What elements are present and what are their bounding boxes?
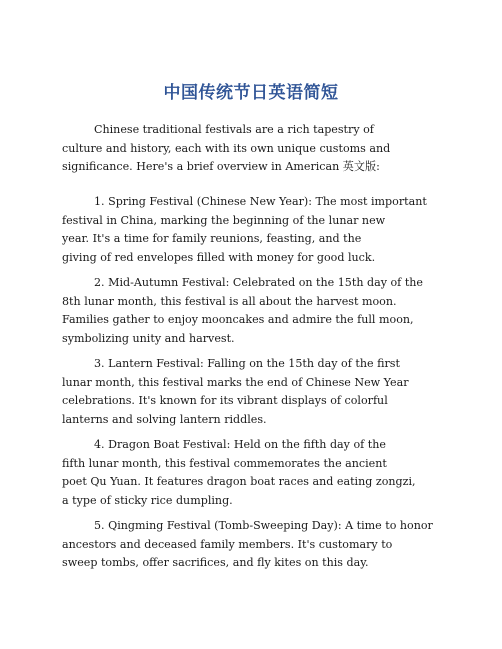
festival-item-5: [62, 517, 452, 573]
document-title: 中国传统节日英语简短: [163, 83, 339, 103]
paragraph-line: lanterns and solving lantern riddles.: [62, 412, 267, 426]
paragraph-line: festival in China, marking the beginning of the lunar new: [62, 213, 386, 227]
festival-item-1: [62, 193, 452, 267]
paragraph-line: poet Qu Yuan. It features dragon boat races and eating zongzi,: [62, 475, 416, 489]
paragraph-line: fifth lunar month, this festival commemorates the ancient: [62, 456, 387, 470]
paragraph-line: ancestors and deceased family members. It's customary to: [62, 537, 393, 551]
paragraph-line: 1. Spring Festival (Chinese New Year): The most important: [94, 195, 427, 208]
paragraph-line: 4. Dragon Boat Festival: Held on the fifth day of the: [94, 438, 386, 451]
paragraph-line: year. It's a time for family reunions, feasting, and the: [62, 232, 362, 246]
paragraph-line: Chinese traditional festivals are a rich tapestry of: [94, 123, 374, 136]
paragraph-line: a type of sticky rice dumpling.: [62, 493, 233, 507]
paragraph-line: giving of red envelopes filled with money for good luck.: [62, 250, 376, 264]
paragraph-line: celebrations. It's known for its vibrant displays of colorful: [62, 394, 388, 408]
paragraph-line: 8th lunar month, this festival is all about the harvest moon.: [62, 294, 397, 308]
intro-paragraph: [62, 121, 452, 177]
festival-item-2: [62, 274, 452, 348]
festival-item-4: [62, 436, 452, 510]
paragraph-line: 5. Qingming Festival (Tomb-Sweeping Day): A time to honor: [94, 519, 433, 532]
paragraph-line: Families gather to enjoy mooncakes and admire the full moon,: [62, 313, 414, 327]
paragraph-line: 3. Lantern Festival: Falling on the 15th day of the first: [94, 357, 400, 370]
paragraph-line: 2. Mid-Autumn Festival: Celebrated on the 15th day of the: [94, 276, 423, 289]
paragraph-line: significance. Here's a brief overview in American 英文版:: [62, 160, 380, 174]
paragraph-line: culture and history, each with its own unique customs and: [62, 141, 391, 155]
paragraph-line: lunar month, this festival marks the end of Chinese New Year: [62, 375, 409, 389]
festival-item-3: [62, 355, 452, 429]
paragraph-line: sweep tombs, offer sacrifices, and fly kites on this day.: [62, 556, 369, 570]
paragraph-line: symbolizing unity and harvest.: [62, 331, 235, 345]
